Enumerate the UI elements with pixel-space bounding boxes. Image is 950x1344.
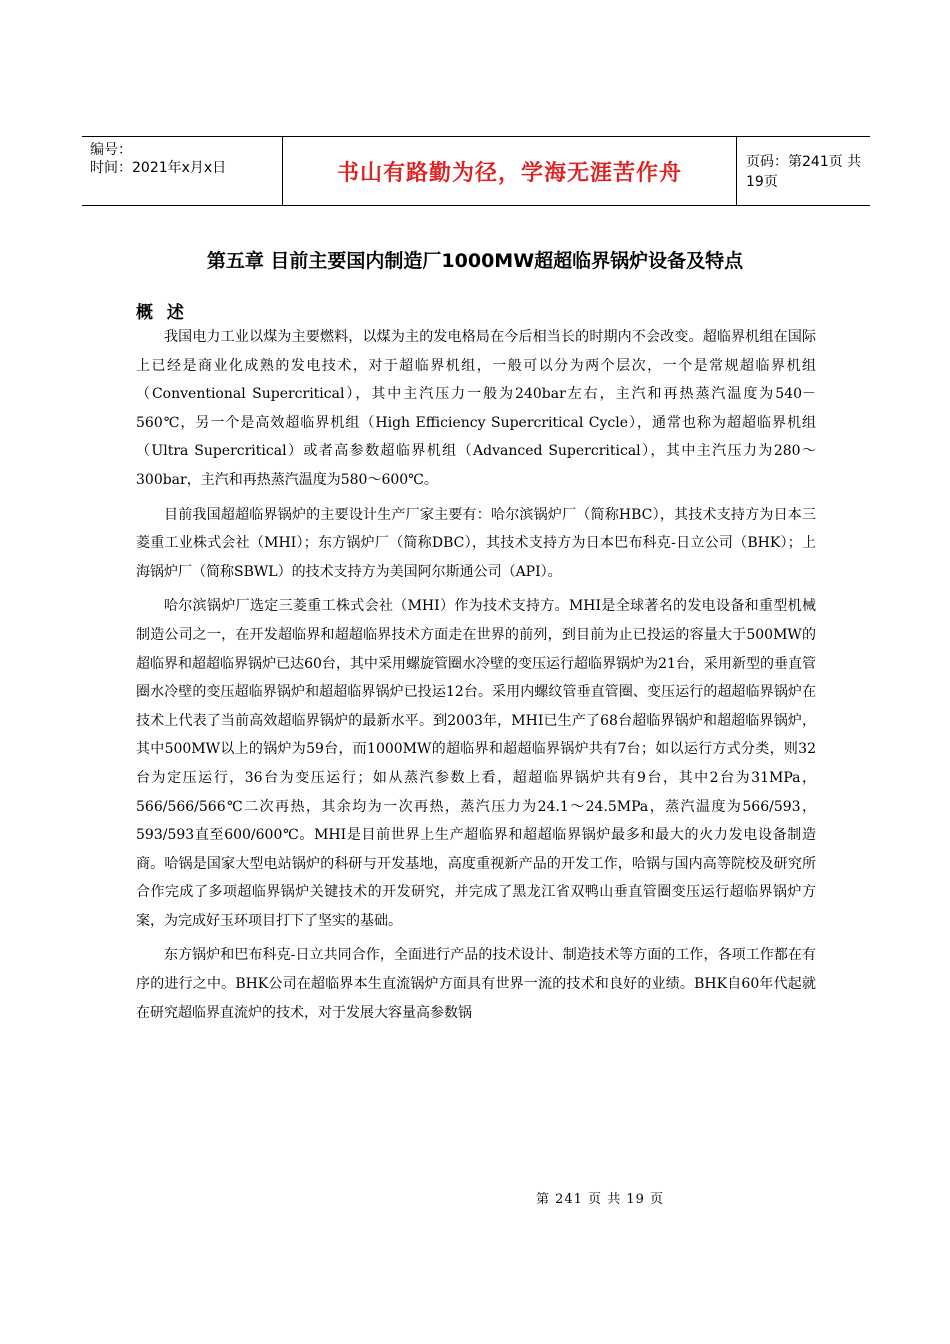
paragraph: 目前我国超超临界锅炉的主要设计生产厂家主要有：哈尔滨锅炉厂（简称HBC），其技术支持方为日本三菱重工业株式会社（MHI）；东方锅炉厂（简称DBC），其技术支持方为日本巴布科克-日立公司（BHK）；上海锅炉厂（简称SBWL）的技术支持方为美国阿尔斯通公司（API）。 bbox=[136, 506, 816, 580]
page-header bbox=[82, 136, 870, 206]
body-text bbox=[136, 323, 816, 1033]
paragraph: 我国电力工业以煤为主要燃料，以煤为主的发电格局在今后相当长的时期内不会改变。超临界机组在国际上已经是商业化成熟的发电技术，对于超临界机组，一般可以分为两个层次，一个是常规超临界机组（Conventional Supercritical），其中主汽压力一般为240bar左右，主汽和再热蒸汽温度为540－560℃，另一个是高效超临界机组（High Efficiency Supercritical Cycle），通常也称为超超临界机组（Ultra Supercritical）或者高参数超临界机组（Advanced Supercritical），其中主汽压力为280～300bar，主汽和再热蒸汽温度为580～600℃。 bbox=[136, 329, 816, 488]
paragraph: 哈尔滨锅炉厂选定三菱重工株式会社（MHI）作为技术支持方。MHI是全球著名的发电设备和重型机械制造公司之一，在开发超临界和超超临界技术方面走在世界的前列，到目前为止已投运的容量大于500MW的超临界和超超临界锅炉已达60台，其中采用螺旋管圈水冷壁的变压运行超临界锅炉为21台，采用新型的垂直管圈水冷壁的变压超临界锅炉和超超临界锅炉已投运12台。采用内螺纹管垂直管圈、变压运行的超超临界锅炉在技术上代表了当前高效超临界锅炉的最新水平。到2003年，MHI已生产了68台超临界锅炉和超超临界锅炉，其中500MW以上的锅炉为59台，而1000MW的超临界和超超临界锅炉共有7台；如以运行方式分类，则32台为定压运行，36台为变压运行；如从蒸汽参数上看，超超临界锅炉共有9台，其中2台为31MPa，566/566/566℃二次再热，其余均为一次再热，蒸汽压力为24.1～24.5MPa，蒸汽温度为566/593，593/593直至600/600℃。MHI是目前世界上生产超临界和超超临界锅炉最多和最大的火力发电设备制造商。哈锅是国家大型电站锅炉的科研与开发基地，高度重视新产品的开发工作，哈锅与国内高等院校及研究所合作完成了多项超临界锅炉关键技术的开发研究，并完成了黑龙江省双鸭山垂直管圈变压运行超临界锅炉方案，为完成好玉环项目打下了坚实的基础。 bbox=[136, 598, 816, 929]
page-info: 页码：第241页 共19页 bbox=[746, 154, 862, 190]
page-footer: 第 241 页 共 19 页 bbox=[535, 1192, 665, 1207]
chapter-title: 第五章 目前主要国内制造厂1000MW超超临界锅炉设备及特点 bbox=[206, 250, 744, 272]
header-meta bbox=[82, 137, 282, 205]
motto: 书山有路勤为径，学海无涯苦作舟 bbox=[336, 160, 682, 186]
paragraph: 东方锅炉和巴布科克-日立共同合作，全面进行产品的技术设计、制造技术等方面的工作，各项工作都在有序的进行之中。BHK公司在超临界本生直流锅炉方面具有世界一流的技术和良好的业绩。BHK自60年代起就在研究超临界直流炉的技术，对于发展大容量高参数锅 bbox=[136, 947, 816, 1021]
time-label: 时间：2021年x月x日 bbox=[90, 160, 227, 176]
section-title: 概 述 bbox=[136, 303, 188, 323]
number-label: 编号： bbox=[90, 142, 132, 158]
header-motto-cell bbox=[282, 137, 737, 205]
